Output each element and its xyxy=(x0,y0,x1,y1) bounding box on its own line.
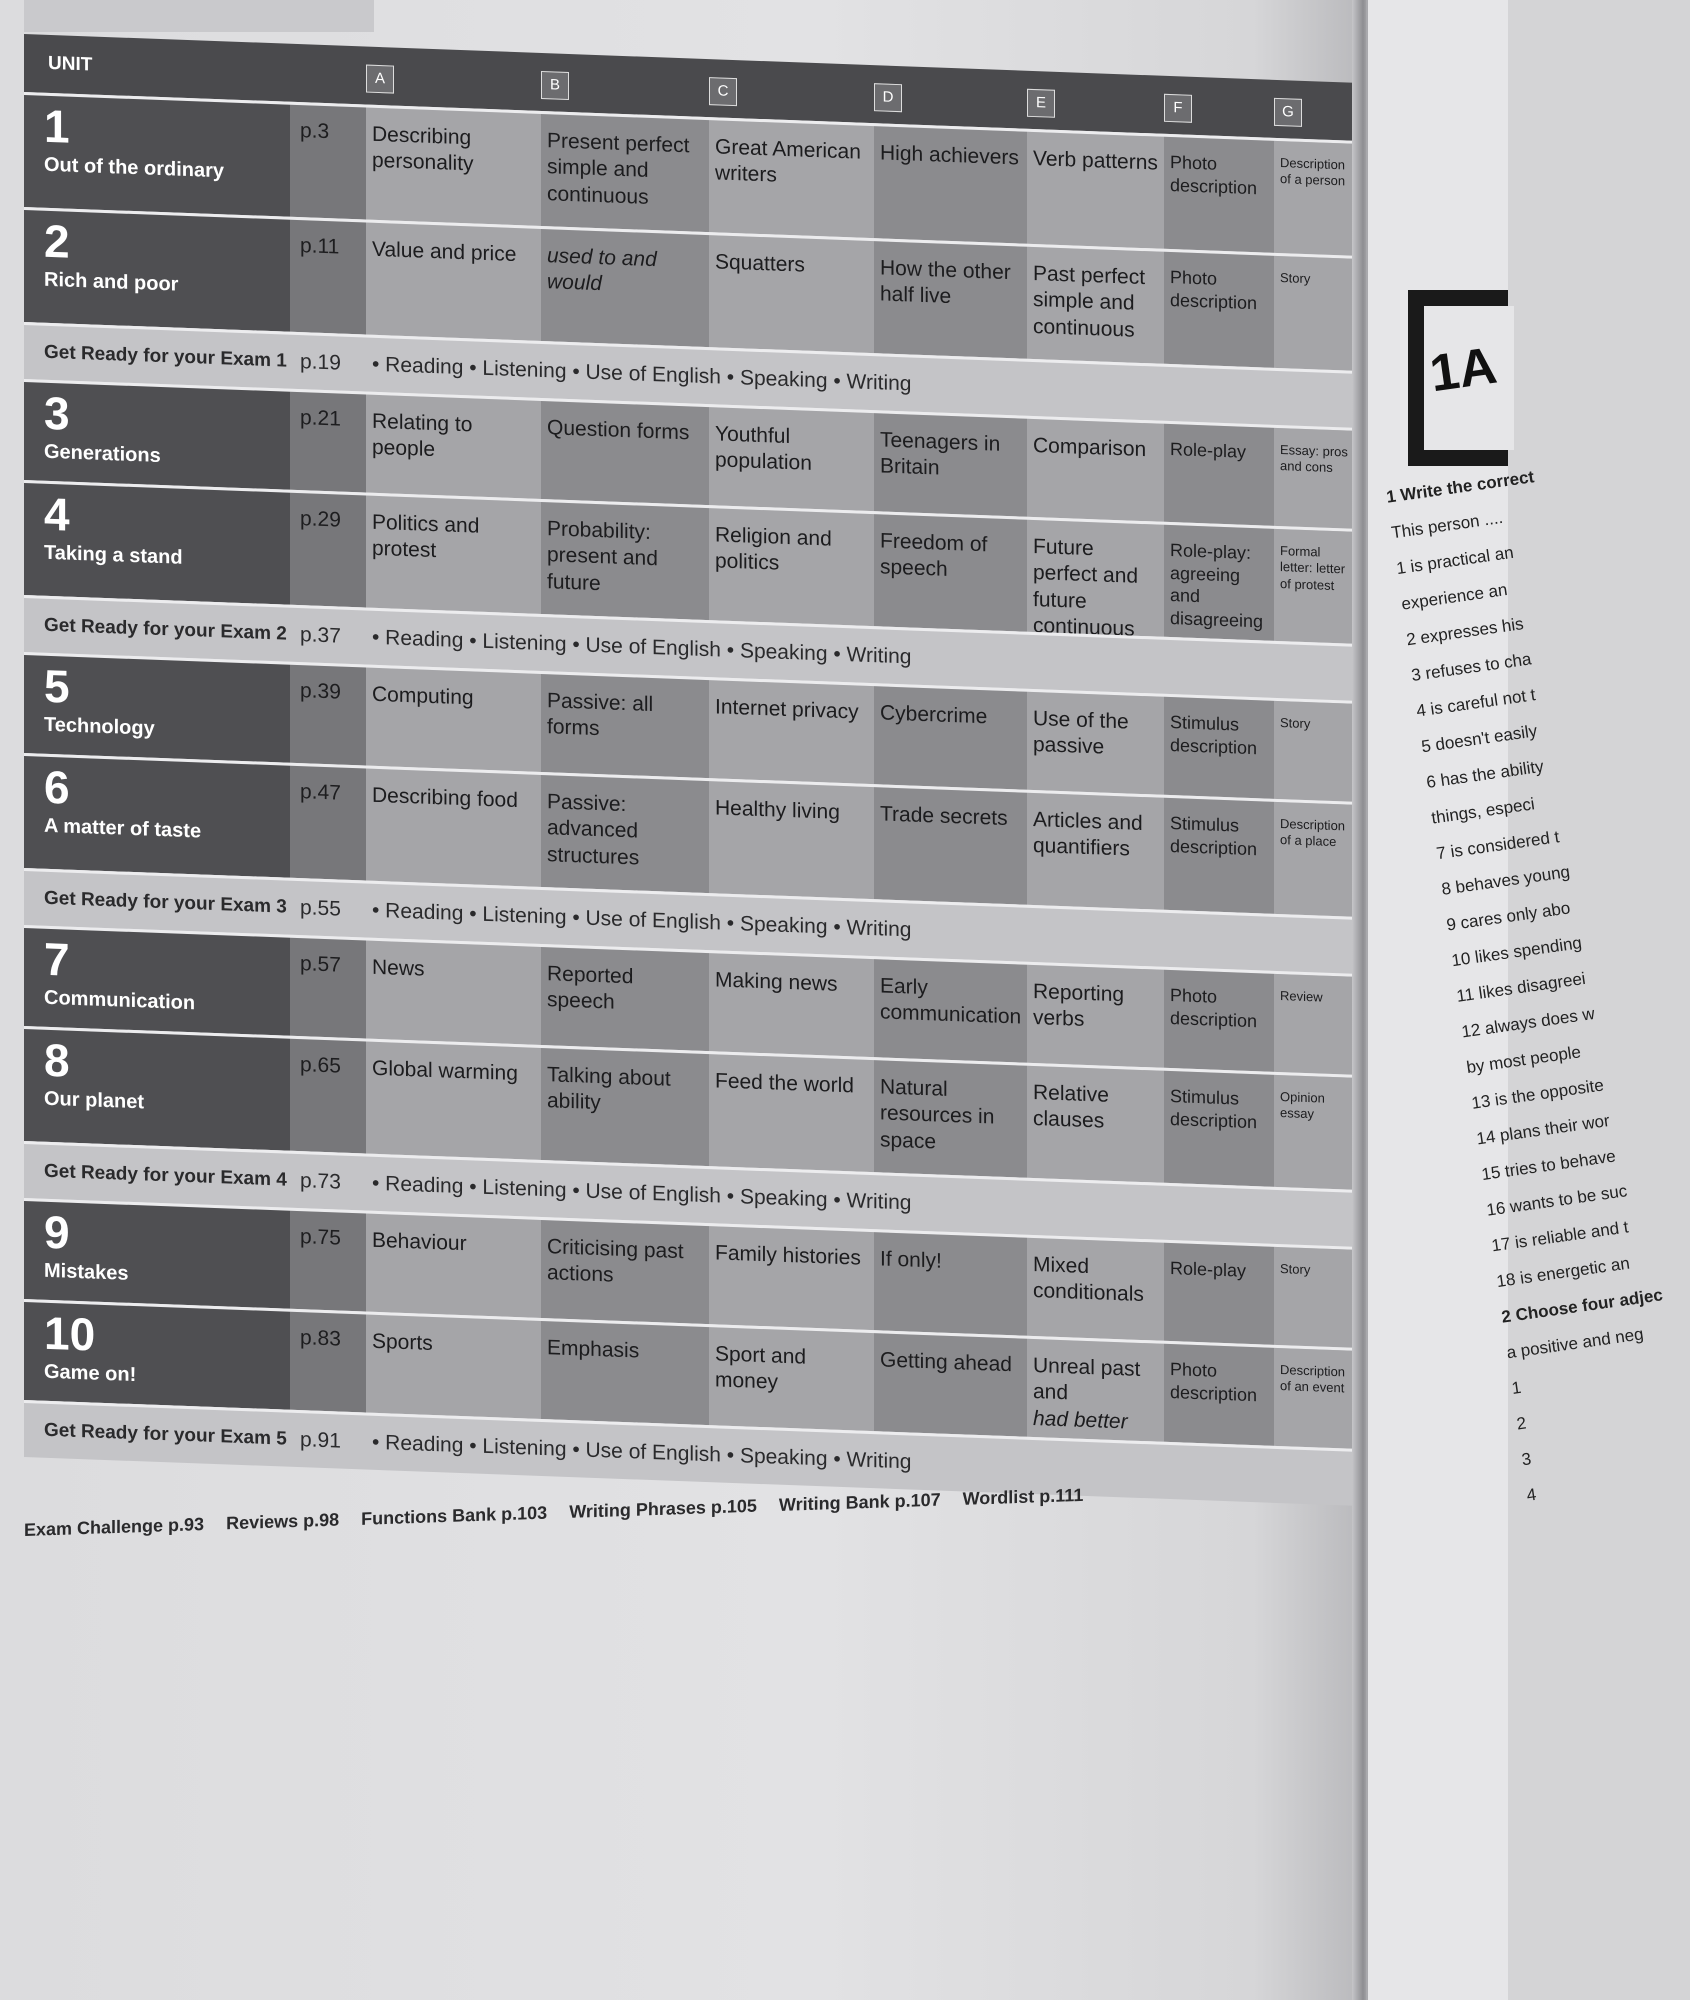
exam-title: Get Ready for your Exam 1 xyxy=(44,341,287,372)
exercise-line: by most people xyxy=(1465,1042,1583,1078)
writing-cell: Description of an event xyxy=(1274,1348,1354,1449)
grammar2-cell: Articles and quantifiers xyxy=(1027,793,1164,910)
col-header-b: B xyxy=(541,71,569,100)
reading-cell: Sport and money xyxy=(709,1327,874,1431)
exercise-line: 9 cares only abo xyxy=(1445,898,1572,935)
writing-cell: Review xyxy=(1274,974,1354,1075)
listening-cell: Freedom of speech xyxy=(874,514,1027,632)
unit-cell xyxy=(24,1201,290,1309)
reading-cell: Religion and politics xyxy=(709,508,874,626)
footer-item: Reviews p.98 xyxy=(226,1509,340,1534)
speaking-cell: Photo description xyxy=(1164,970,1274,1072)
unit-number: 9 xyxy=(44,1205,70,1259)
speaking-cell: Stimulus description xyxy=(1164,798,1274,914)
exercise-line: 13 is the opposite xyxy=(1470,1075,1605,1113)
unit-number: 3 xyxy=(44,386,70,440)
exercise-line: 8 behaves young xyxy=(1440,862,1572,899)
unit-page: p.29 xyxy=(290,493,366,608)
unit-number: 6 xyxy=(44,760,70,814)
reading-cell: Squatters xyxy=(709,235,874,353)
unit-cell xyxy=(24,382,290,490)
exercise-text xyxy=(1384,462,1664,1514)
reading-cell: Healthy living xyxy=(709,781,874,899)
exercise-line: 2 Choose four adjec xyxy=(1500,1285,1664,1327)
grammar-cell: Emphasis xyxy=(541,1321,709,1425)
grammar2-cell: Mixed conditionals xyxy=(1027,1238,1164,1341)
unit-cell xyxy=(24,95,290,217)
exercise-line: 14 plans their wor xyxy=(1475,1110,1611,1149)
exercise-line: 6 has the ability xyxy=(1425,756,1545,792)
listening-cell: High achievers xyxy=(874,126,1027,244)
grammar-cell: Reported speech xyxy=(541,947,709,1051)
unit-page: p.57 xyxy=(290,938,366,1039)
lesson-label: 1A xyxy=(1426,336,1501,404)
exam-title: Get Ready for your Exam 5 xyxy=(44,1419,287,1450)
writing-cell: Formal letter: letter of protest xyxy=(1274,529,1354,644)
speaking-cell: Stimulus description xyxy=(1164,697,1274,799)
grammar-cell: Criticising past actions xyxy=(541,1220,709,1324)
grammar-cell: used to and would xyxy=(541,229,709,347)
grammar-cell: Probability: present and future xyxy=(541,502,709,620)
unit-title: Game on! xyxy=(44,1360,137,1387)
listening-cell: Teenagers in Britain xyxy=(874,413,1027,517)
grammar2-line-italic: had better xyxy=(1033,1406,1128,1433)
exercise-line: This person .... xyxy=(1390,507,1505,543)
speaking-cell: Role-play xyxy=(1164,1243,1274,1345)
exercise-line: 11 likes disagreei xyxy=(1455,968,1587,1006)
col-header-e: E xyxy=(1027,89,1055,118)
footer-item: Wordlist p.111 xyxy=(962,1484,1084,1509)
exam-page: p.73 xyxy=(300,1169,341,1194)
exercise-line: 1 is practical an xyxy=(1395,542,1515,579)
unit-number: 4 xyxy=(44,487,70,541)
listening-cell: Trade secrets xyxy=(874,787,1027,905)
grammar-cell: Passive: all forms xyxy=(541,674,709,778)
exercise-line: 2 expresses his xyxy=(1405,614,1525,650)
exam-skills: • Reading • Listening • Use of English • Speaking • Writing xyxy=(372,1430,912,1474)
grammar2-cell: Verb patterns xyxy=(1027,132,1164,249)
grammar2-line: Unreal past and xyxy=(1033,1353,1141,1405)
unit-title: Technology xyxy=(44,713,155,740)
grammar2-cell: Reporting verbs xyxy=(1027,965,1164,1068)
vocabulary-cell: Describing personality xyxy=(366,108,541,226)
exam-title: Get Ready for your Exam 4 xyxy=(44,1160,287,1191)
unit-cell xyxy=(24,756,290,878)
exercise-line: 4 xyxy=(1525,1484,1538,1505)
listening-cell: Early communication xyxy=(874,959,1027,1063)
unit-page: p.21 xyxy=(290,392,366,493)
col-header-f: F xyxy=(1164,94,1192,123)
vocabulary-cell: Computing xyxy=(366,668,541,772)
grammar2-cell: Use of the passive xyxy=(1027,692,1164,795)
unit-title: Mistakes xyxy=(44,1259,129,1285)
exercise-line: 16 wants to be suc xyxy=(1485,1181,1629,1220)
exam-title: Get Ready for your Exam 3 xyxy=(44,887,287,918)
exercise-line: 17 is reliable and t xyxy=(1490,1217,1630,1256)
listening-cell: Getting ahead xyxy=(874,1333,1027,1437)
vocabulary-cell: Global warming xyxy=(366,1042,541,1160)
unit-number: 7 xyxy=(44,932,70,986)
speaking-cell: Stimulus description xyxy=(1164,1071,1274,1187)
vocabulary-cell: Sports xyxy=(366,1315,541,1419)
unit-number: 2 xyxy=(44,214,70,268)
col-header-d: D xyxy=(874,83,902,112)
unit-title: Generations xyxy=(44,440,161,468)
unit-title: Rich and poor xyxy=(44,268,179,296)
exercise-line: 1 xyxy=(1510,1377,1523,1398)
footer-item: Exam Challenge p.93 xyxy=(24,1514,205,1540)
exercise-line: 10 likes spending xyxy=(1450,933,1583,971)
reading-cell: Feed the world xyxy=(709,1054,874,1172)
unit-title: Taking a stand xyxy=(44,541,183,569)
grammar-cell: Present perfect simple and continuous xyxy=(541,114,709,232)
unit-number: 8 xyxy=(44,1033,70,1087)
unit-title: A matter of taste xyxy=(44,814,202,843)
exam-skills: • Reading • Listening • Use of English • Speaking • Writing xyxy=(372,898,912,942)
listening-cell: Natural resources in space xyxy=(874,1060,1027,1178)
grammar2-cell: Past perfect simple and continuous xyxy=(1027,247,1164,364)
exercise-line: 12 always does w xyxy=(1460,1003,1596,1042)
exercise-line: 1 Write the correct xyxy=(1385,467,1536,507)
exercise-line: 5 doesn't easily xyxy=(1420,721,1539,757)
unit-page: p.83 xyxy=(290,1312,366,1413)
vocabulary-cell: News xyxy=(366,941,541,1045)
footer-item: Writing Bank p.107 xyxy=(778,1489,941,1515)
unit-cell xyxy=(24,1302,290,1410)
exam-title: Get Ready for your Exam 2 xyxy=(44,614,287,645)
grammar2-cell: Relative clauses xyxy=(1027,1066,1164,1183)
exercise-line: 7 is considered t xyxy=(1435,827,1561,864)
footer-item: Functions Bank p.103 xyxy=(361,1502,548,1529)
right-page xyxy=(1366,0,1664,2000)
reading-cell: Youthful population xyxy=(709,407,874,511)
exercise-line: a positive and neg xyxy=(1505,1324,1645,1363)
unit-header: UNIT xyxy=(48,52,93,76)
exam-skills: • Reading • Listening • Use of English • Speaking • Writing xyxy=(372,1171,912,1215)
grammar2-cell: Comparison xyxy=(1027,419,1164,522)
speaking-cell: Photo description xyxy=(1164,252,1274,368)
writing-cell: Story xyxy=(1274,701,1354,802)
exercise-line: things, especi xyxy=(1430,794,1536,828)
listening-cell: How the other half live xyxy=(874,241,1027,359)
exercise-line: 2 xyxy=(1515,1413,1528,1434)
exercise-line: 4 is careful not t xyxy=(1415,685,1537,721)
col-header-g: G xyxy=(1274,98,1302,127)
exam-skills: • Reading • Listening • Use of English • Speaking • Writing xyxy=(372,352,912,396)
unit-title: Communication xyxy=(44,986,196,1015)
unit-page: p.75 xyxy=(290,1211,366,1312)
exercise-line: 3 refuses to cha xyxy=(1410,649,1533,685)
grammar-cell: Question forms xyxy=(541,401,709,505)
reading-cell: Internet privacy xyxy=(709,680,874,784)
unit-title: Out of the ordinary xyxy=(44,153,224,183)
unit-number: 1 xyxy=(44,99,70,153)
exercise-line: 15 tries to behave xyxy=(1480,1146,1617,1185)
footer-links xyxy=(24,1484,1124,1541)
unit-page: p.47 xyxy=(290,766,366,881)
top-tab xyxy=(24,0,374,32)
speaking-cell: Photo description xyxy=(1164,137,1274,253)
exam-page: p.91 xyxy=(300,1428,341,1453)
speaking-cell: Photo description xyxy=(1164,1344,1274,1446)
unit-cell xyxy=(24,483,290,605)
exam-page: p.55 xyxy=(300,896,341,921)
unit-page: p.3 xyxy=(290,105,366,220)
unit-cell xyxy=(24,210,290,332)
exercise-line: experience an xyxy=(1400,580,1509,614)
exercise-line: 3 xyxy=(1520,1449,1533,1470)
writing-cell: Essay: pros and cons xyxy=(1274,428,1354,529)
vocabulary-cell: Relating to people xyxy=(366,395,541,499)
writing-cell: Story xyxy=(1274,256,1354,371)
unit-cell xyxy=(24,655,290,763)
writing-cell: Description of a place xyxy=(1274,802,1354,917)
unit-cell xyxy=(24,928,290,1036)
vocabulary-cell: Describing food xyxy=(366,769,541,887)
grammar-cell: Passive: advanced structures xyxy=(541,775,709,893)
vocabulary-cell: Behaviour xyxy=(366,1214,541,1318)
writing-cell: Story xyxy=(1274,1247,1354,1348)
unit-page: p.39 xyxy=(290,665,366,766)
unit-number: 10 xyxy=(44,1306,96,1361)
unit-page: p.11 xyxy=(290,220,366,335)
contents-table xyxy=(24,34,1354,1506)
writing-cell: Opinion essay xyxy=(1274,1075,1354,1190)
reading-cell: Making news xyxy=(709,953,874,1057)
listening-cell: Cybercrime xyxy=(874,686,1027,790)
exam-skills: • Reading • Listening • Use of English • Speaking • Writing xyxy=(372,625,912,669)
vocabulary-cell: Politics and protest xyxy=(366,496,541,614)
unit-number: 5 xyxy=(44,659,70,713)
grammar-cell: Talking about ability xyxy=(541,1048,709,1166)
grammar2-cell xyxy=(1027,1339,1164,1442)
exam-page: p.37 xyxy=(300,623,341,648)
grammar2-cell: Future perfect and future continuous xyxy=(1027,520,1164,637)
unit-page: p.65 xyxy=(290,1039,366,1154)
reading-cell: Great American writers xyxy=(709,120,874,238)
unit-cell xyxy=(24,1029,290,1151)
listening-cell: If only! xyxy=(874,1232,1027,1336)
footer-item: Writing Phrases p.105 xyxy=(569,1495,757,1522)
exercise-line: 18 is energetic an xyxy=(1495,1253,1631,1292)
exam-page: p.19 xyxy=(300,350,341,375)
speaking-cell: Role-play: agreeing and disagreeing xyxy=(1164,525,1274,641)
writing-cell: Description of a person xyxy=(1274,141,1354,256)
vocabulary-cell: Value and price xyxy=(366,223,541,341)
col-header-a: A xyxy=(366,65,394,94)
reading-cell: Family histories xyxy=(709,1226,874,1330)
unit-title: Our planet xyxy=(44,1087,145,1114)
col-header-c: C xyxy=(709,77,737,106)
speaking-cell: Role-play xyxy=(1164,424,1274,526)
